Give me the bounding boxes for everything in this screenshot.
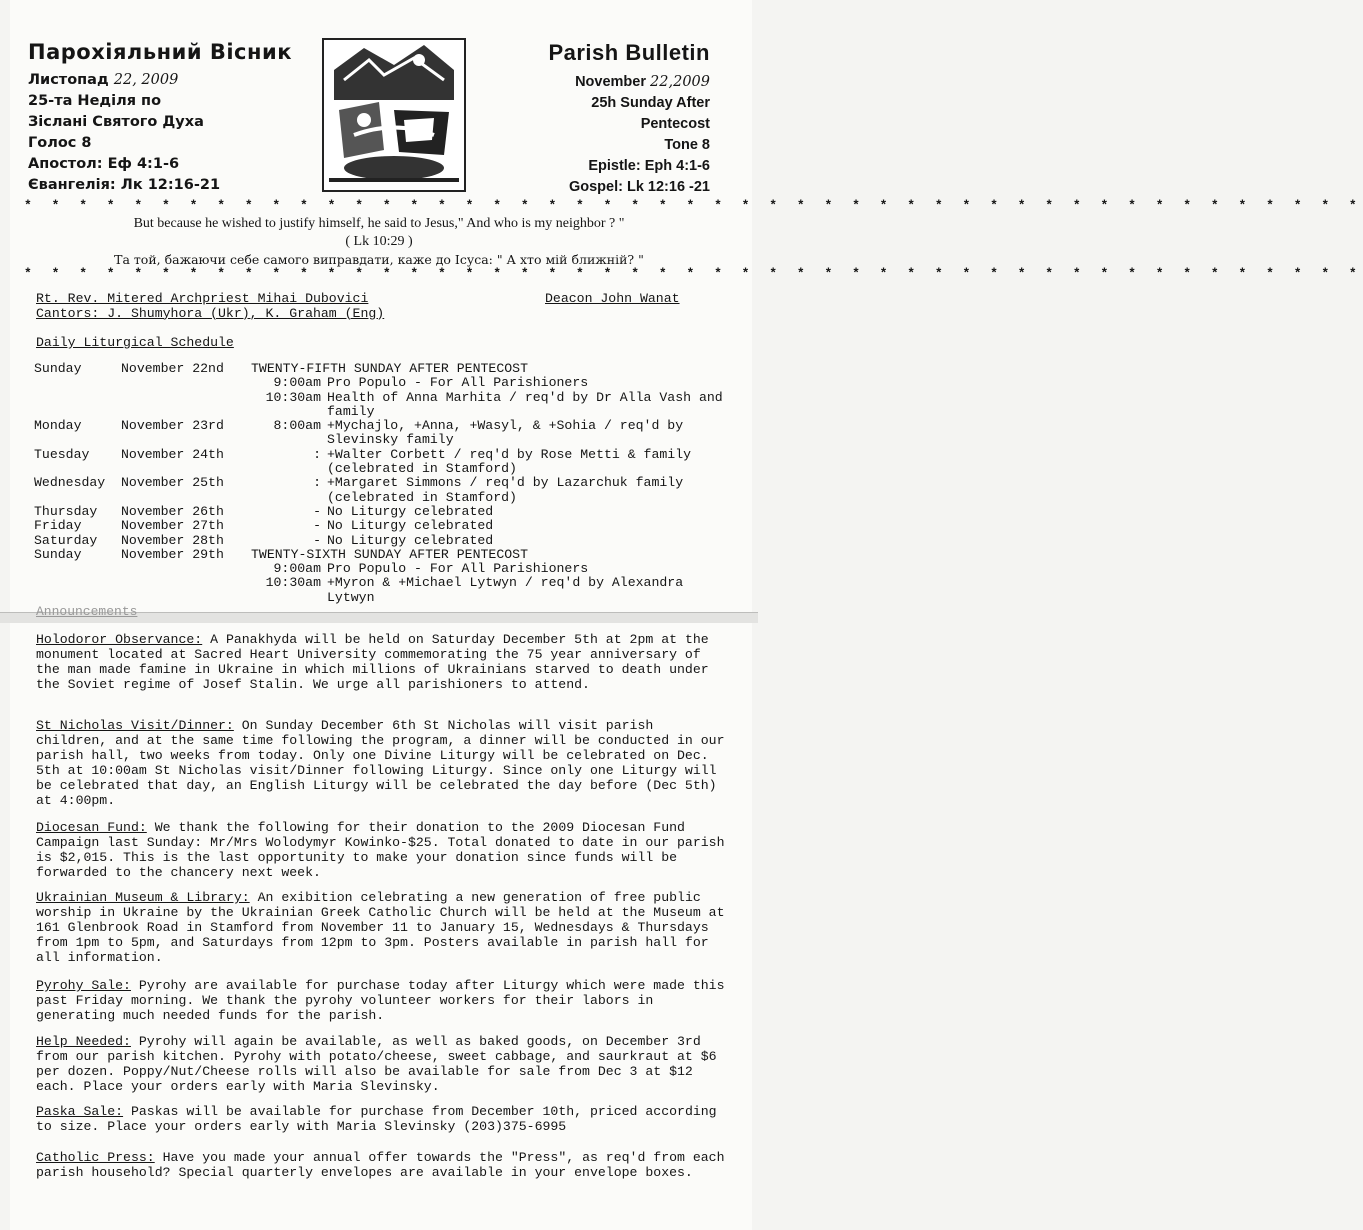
announcement-heading: Diocesan Fund: <box>36 820 147 835</box>
date-ukrainian: Листопад 22, 2009 <box>28 72 179 88</box>
schedule-day: Sunday <box>34 361 82 376</box>
schedule-day: Saturday <box>34 532 98 548</box>
schedule-day: Sunday <box>34 546 82 562</box>
announcement <box>36 718 726 808</box>
schedule-day <box>34 562 121 576</box>
schedule-intention: +Walter Corbett / req'd by Rose Metti & family (celebrated in Stamford) <box>327 446 692 477</box>
tone-english: Tone 8 <box>664 137 710 153</box>
schedule-time: : <box>313 446 321 462</box>
announcement-heading: Paska Sale: <box>36 1104 124 1119</box>
sunday-english-2: Pentecost <box>640 116 710 132</box>
schedule-intention: +Margaret Simmons / req'd by Lazarchuk family (celebrated in Stamford) <box>327 475 684 505</box>
schedule-intention: Pro Populo - For All Parishioners <box>327 561 589 577</box>
schedule-intention: +Mychajlo, +Anna, +Wasyl, & +Sohia / req'd by Slevinsky family <box>327 418 684 448</box>
announcements-heading: Announcements <box>36 604 138 619</box>
date-english: November 22,2009 <box>575 74 710 90</box>
announcement-heading: St Nicholas Visit/Dinner: <box>36 718 234 733</box>
schedule-row <box>34 519 727 533</box>
clergy-block <box>36 292 384 321</box>
announcement <box>36 978 726 1023</box>
schedule-intention: Pro Populo - For All Parishioners <box>327 375 589 391</box>
schedule-day <box>34 576 121 605</box>
announcement-heading: Holodoror Observance: <box>36 632 203 647</box>
announcement <box>36 820 726 880</box>
schedule-row <box>34 505 727 519</box>
schedule-date: November 28th <box>121 532 224 548</box>
announcement-body: We thank the following for their donation to the 2009 Diocesan Fund Campaign last Sunday: Mr/Mrs Wolodymyr Kowinko-$25. Total donated to date in our parish is $2,015. This is the last opportunity to make your donation since funds will be forwarded to the chancery next week. <box>36 820 725 880</box>
epistle-ukrainian: Апостол: Еф 4:1-6 <box>28 156 180 172</box>
schedule-date: November 24th <box>121 446 224 462</box>
schedule-time: 9:00am <box>273 561 321 577</box>
gospel-english: Gospel: Lk 12:16 -21 <box>568 179 710 195</box>
schedule-heading: TWENTY-SIXTH SUNDAY AFTER PENTECOST <box>251 546 528 562</box>
schedule-row <box>34 362 727 376</box>
announcement-heading: Ukrainian Museum & Library: <box>36 890 250 905</box>
schedule-day: Wednesday <box>34 475 106 491</box>
schedule-intention: No Liturgy celebrated <box>327 503 494 519</box>
announcement-heading: Catholic Press: <box>36 1150 155 1165</box>
announcement-heading: Pyrohy Sale: <box>36 978 131 993</box>
announcement-body: Pyrohy are available for purchase today after Liturgy which were made this past Friday morning. We thank the pyrohy volunteer workers for their labors in generating much needed funds for the parish. <box>36 978 725 1023</box>
schedule-row <box>34 376 727 390</box>
header-ukrainian <box>28 40 292 196</box>
schedule-time: 9:00am <box>273 375 321 391</box>
nativity-woodcut-icon <box>322 38 466 192</box>
announcement-body: A Panakhyda will be held on Saturday December 5th at 2pm at the monument located at Sacred Heart University commemorating the 75 year anniversary of the man made famine in Ukraine in which millions of Ukrainians starved to death under the Soviet regime of Josef Stalin. We urge all parishioners to attend. <box>36 632 709 692</box>
quote-english: But because he wished to justify himself, he said to Jesus," And who is my neighbor ? " <box>133 216 625 231</box>
schedule-row <box>34 448 727 477</box>
schedule-date: November 22nd <box>121 361 224 376</box>
announcement-body: Paskas will be available for purchase from December 10th, priced according to size. Place your orders early with Maria Slevinsky (203)375-6995 <box>36 1104 717 1134</box>
schedule-day <box>34 391 121 420</box>
announcement <box>36 1150 726 1180</box>
schedule-intention: Health of Anna Marhita / req'd by Dr Alla Vash and family <box>327 389 723 419</box>
schedule-time: 10:30am <box>265 389 321 405</box>
announcement-body: An exibition celebrating a new generation of free public worship in Ukraine by the Ukrainian Greek Catholic Church will be held at the Museum at 161 Glenbrook Road in Stamford from November 11 to January 15, Wednesdays & Thursdays from 1pm to 5pm, and Saturdays from 12pm to 3pm. Posters available in parish hall for all information. <box>36 890 725 965</box>
schedule-date <box>121 376 251 390</box>
schedule-date <box>121 576 251 605</box>
epistle-english: Epistle: Eph 4:1-6 <box>588 158 710 174</box>
announcement-body: Have you made your annual offer towards the "Press", as req'd from each parish household? Special quarterly envelopes are available in your envelope boxes. <box>36 1150 725 1180</box>
schedule-time: - <box>313 503 321 519</box>
announcement <box>36 632 726 692</box>
schedule-row <box>34 576 727 605</box>
schedule-time: : <box>313 475 321 491</box>
schedule-day <box>34 376 121 390</box>
quote-ukrainian: Та той, бажаючи себе самого виправдати, каже до Ісуса: " А хто мій ближній? " <box>114 252 644 267</box>
schedule-day: Thursday <box>34 503 98 519</box>
schedule-intention: No Liturgy celebrated <box>327 532 494 548</box>
schedule-time: - <box>313 532 321 548</box>
schedule-day: Tuesday <box>34 446 90 462</box>
schedule-time: - <box>313 518 321 534</box>
schedule-date: November 23rd <box>121 418 224 434</box>
announcement-body: Pyrohy will again be available, as well as baked goods, on December 3rd from our parish kitchen. Pyrohy with potato/cheese, sweet cabbage, and saurkraut at $6 per dozen. Poppy/Nut/Cheese rolls will also be available for sale from Dec 3 at $12 each. Place your orders early with Maria Slevinsky. <box>36 1034 717 1094</box>
star-divider-top: * * * * * * * * * * * * * * * * * * * * * * * * * * * * * * * * * * * * * * * * * * * * * * * * * <box>24 198 1363 213</box>
schedule-day: Monday <box>34 418 82 434</box>
schedule-row <box>34 534 727 548</box>
announcement <box>36 1034 726 1094</box>
sunday-ukrainian-1: 25-та Неділя по <box>28 93 162 109</box>
schedule-row <box>34 391 727 420</box>
schedule-day: Friday <box>34 518 82 534</box>
schedule-row <box>34 548 727 562</box>
announcement <box>36 1104 726 1134</box>
star-divider-bottom: * * * * * * * * * * * * * * * * * * * * * * * * * * * * * * * * * * * * * * * * * * * * * * * * * <box>24 266 1363 281</box>
cantors-line: Cantors: J. Shumyhora (Ukr), K. Graham (Eng) <box>36 305 385 321</box>
announcement-body: On Sunday December 6th St Nicholas will visit parish children, and at the same time following the program, a dinner will be conducted in our parish hall, two weeks from today. Only one Divine Liturgy will be celebrated on Dec. 5th at 10:00am St Nicholas visit/Dinner following Liturgy. Since only one Liturgy will be celebrated that day, an English Liturgy will be celebrated the day before (Dec 5th) at 4:00pm. <box>36 718 725 808</box>
schedule-date: November 25th <box>121 475 224 491</box>
schedule-intention: No Liturgy celebrated <box>327 518 494 534</box>
schedule-table <box>34 362 727 605</box>
quote-reference: ( Lk 10:29 ) <box>345 234 413 249</box>
title-english: Parish Bulletin <box>548 40 710 65</box>
schedule-date: November 26th <box>121 503 224 519</box>
sunday-english-1: 25h Sunday After <box>591 95 710 111</box>
schedule-intention: +Myron & +Michael Lytwyn / req'd by Alexandra Lytwyn <box>327 575 684 605</box>
tone-ukrainian: Голос 8 <box>28 135 92 151</box>
schedule-row <box>34 419 727 448</box>
deacon-name: Deacon John Wanat <box>545 291 680 306</box>
sunday-ukrainian-2: Зіслані Святого Духа <box>28 114 204 130</box>
priest-name: Rt. Rev. Mitered Archpriest Mihai Dubovici <box>36 291 369 306</box>
announcement <box>36 890 726 965</box>
schedule-time: 10:30am <box>265 575 321 591</box>
schedule-date: November 29th <box>121 546 224 562</box>
schedule-title: Daily Liturgical Schedule <box>36 335 234 350</box>
header-english <box>548 40 710 198</box>
schedule-date <box>121 391 251 420</box>
schedule-time: 8:00am <box>273 418 321 434</box>
schedule-row <box>34 476 727 505</box>
schedule-date <box>121 562 251 576</box>
schedule-date: November 27th <box>121 518 224 534</box>
announcement-heading: Help Needed: <box>36 1034 131 1049</box>
schedule-heading: TWENTY-FIFTH SUNDAY AFTER PENTECOST <box>251 361 528 376</box>
gospel-ukrainian: Євангелія: Лк 12:16-21 <box>28 177 221 193</box>
title-ukrainian: Парохіяльний Вісник <box>28 40 292 64</box>
schedule-row <box>34 562 727 576</box>
